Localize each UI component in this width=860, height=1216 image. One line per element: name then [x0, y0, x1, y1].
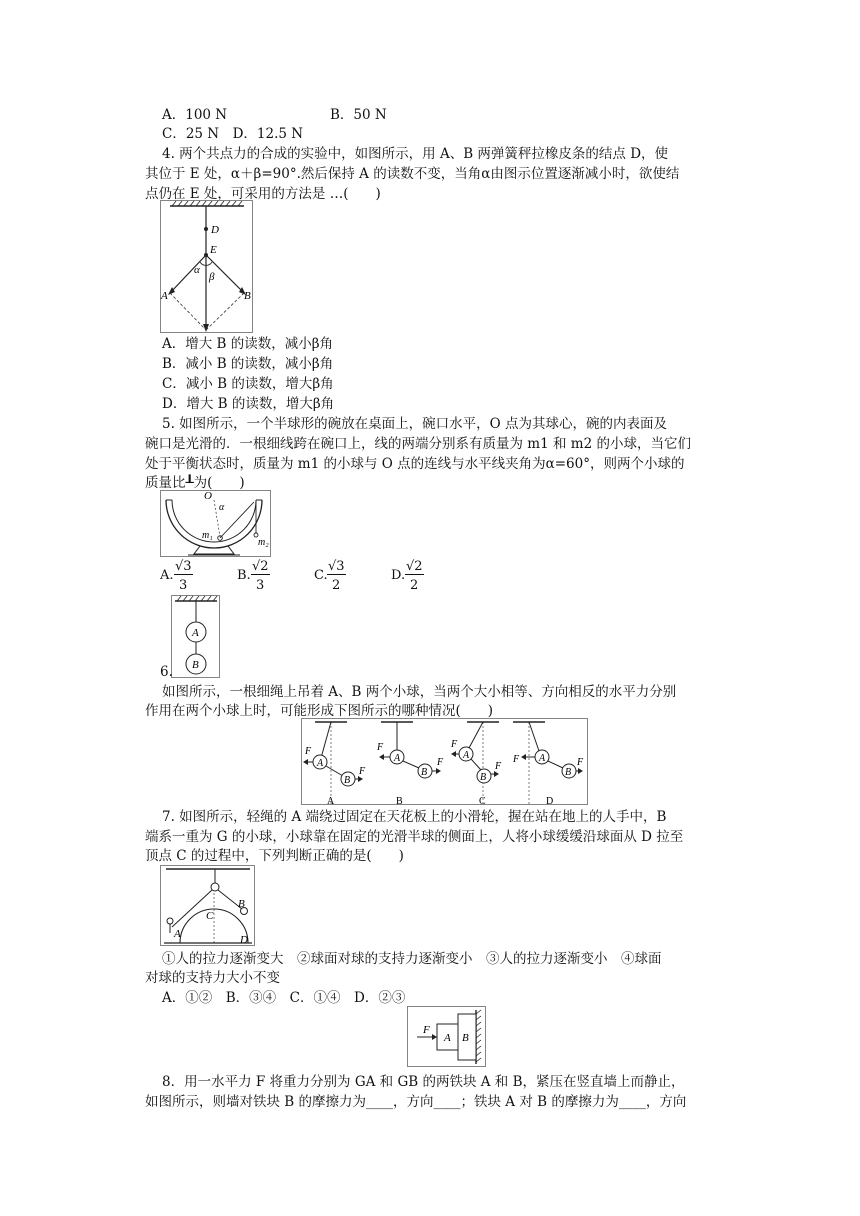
q5-stem-line3: 处于平衡状态时，质量为 m1 的小球与 O 点的连线与水平线夹角为α=60°，则两个小球的: [145, 456, 685, 472]
q5-option-d-letter: D.: [391, 568, 406, 583]
q4-figure: [160, 200, 254, 334]
q6-panel-c: [450, 722, 502, 804]
q5-option-a-num: √3: [175, 559, 192, 574]
q6-stem-line2: 作用在两个小球上时，可能形成下图所示的哪种情况( ): [145, 703, 494, 719]
q5-option-c-num: √3: [328, 559, 345, 574]
q5-option-d-den: 2: [410, 578, 419, 593]
q5-label-m1: m₁: [202, 530, 213, 541]
q6-a-label-f2: F: [359, 766, 366, 777]
q7-label-d: D: [240, 934, 248, 946]
q4-label-b: B: [244, 290, 251, 302]
q5-stem-line1: 5. 如图所示，一个半球形的碗放在桌面上，碗口水平，O 点为其球心，碗的内表面及: [162, 416, 668, 432]
q5-label-m2: m₂: [258, 537, 269, 548]
q6-c-label-a: A: [463, 750, 470, 761]
q6-a-label-f1: F: [305, 746, 312, 757]
q8-label-a: A: [444, 1032, 451, 1044]
q4-option-b: B．减小 B 的读数，减小β角: [162, 356, 334, 372]
q4-stem-line2: 其位于 E 处，α＋β=90°.然后保持 A 的读数不变，当角α由图示位置逐渐减小时，欲使结: [145, 166, 680, 182]
q6-b-label-f1: F: [377, 742, 384, 753]
q6-caption-d: D: [546, 796, 554, 806]
q6-caption-b: B: [396, 796, 403, 806]
q8-figure: [407, 1006, 487, 1068]
q3-option-cd: C．25 N D．12.5 N: [162, 126, 304, 142]
q7-statements-line1: ①人的拉力逐渐变大 ②球面对球的支持力逐渐变小 ③人的拉力逐渐变小 ④球面: [162, 951, 662, 967]
q5-label-alpha: α: [219, 502, 225, 513]
q7-label-c: C: [206, 910, 214, 922]
q6-c-label-f1: F: [451, 739, 458, 750]
q6-number: 6.: [160, 664, 173, 680]
q8-stem-line1: 8．用一水平力 F 将重力分别为 GA 和 GB 的两铁块 A 和 B，紧压在竖直墙上而静止，: [162, 1074, 685, 1090]
q7-statements-line2: 对球的支持力大小不变: [145, 970, 280, 986]
q5-option-c-den: 2: [332, 578, 341, 593]
q5-option-d-num: √2: [406, 559, 423, 574]
q6-panel-d: [512, 722, 584, 804]
q7-label-a: A: [174, 928, 181, 940]
q6-options-figure: [301, 718, 589, 806]
q6-caption-c: C: [479, 796, 486, 806]
q5-stem-line4: 质量比┸为( ): [145, 475, 245, 491]
q7-options: A．①② B．③④ C．①④ D．②③: [162, 990, 406, 1006]
q8-label-b: B: [462, 1032, 469, 1044]
q4-option-a: A．增大 B 的读数，减小β角: [162, 336, 334, 352]
q6-stem-line1: 如图所示，一根细绳上吊着 A、B 两个小球，当两个大小相等、方向相反的水平力分别: [162, 684, 677, 700]
q6-d-label-f1: F: [513, 754, 520, 765]
q6-panel-a: [303, 722, 366, 804]
q4-stem-line1: 4. 两个共点力的合成的实验中，如图所示，用 A、B 两弹簧秤拉橡皮条的结点 D，使: [162, 146, 669, 162]
q5-figure: [160, 490, 272, 558]
q6-label-b: B: [192, 659, 199, 671]
q7-label-b: B: [238, 898, 245, 910]
q6-panel-b: [376, 722, 444, 778]
q6-a-label-a: A: [317, 758, 324, 769]
q6-d-label-f2: F: [577, 757, 584, 768]
q5-option-b-letter: B.: [237, 568, 251, 583]
q6-figure: [171, 595, 221, 679]
q4-label-e: E: [210, 244, 217, 256]
q6-d-label-a: A: [539, 753, 546, 764]
q4-label-alpha: α: [194, 264, 200, 276]
q5-option-c-letter: C.: [314, 568, 328, 583]
q4-option-c: C．减小 B 的读数，增大β角: [162, 376, 334, 392]
q6-label-a: A: [192, 627, 199, 639]
q6-d-label-b: B: [565, 767, 572, 778]
q6-b-label-a: A: [394, 753, 401, 764]
q4-option-d: D．增大 B 的读数，增大β角: [162, 396, 335, 412]
q8-label-f: F: [423, 1024, 430, 1036]
q4-label-d: D: [211, 224, 219, 236]
q7-stem-line1: 7. 如图所示，轻绳的 A 端绕过固定在天花板上的小滑轮，握在站在地上的人手中，B: [162, 809, 667, 825]
q6-b-label-b: B: [421, 767, 428, 778]
q6-c-label-b: B: [480, 772, 487, 783]
q7-stem-line2: 端系一重为 G 的小球，小球靠在固定的光滑半球的侧面上，人将小球缓缓沿球面从 D 拉至: [145, 829, 684, 845]
q7-figure: [160, 865, 256, 947]
q6-b-label-f2: F: [437, 757, 444, 768]
q6-a-label-b: B: [344, 775, 351, 786]
q7-stem-line3: 顶点 C 的过程中，下列判断正确的是( ): [145, 848, 404, 864]
q5-option-b-num: √2: [252, 559, 269, 574]
q5-option-a-letter: A.: [160, 568, 174, 583]
q3-option-b: B．50 N: [330, 107, 387, 123]
q4-label-beta: β: [209, 271, 215, 283]
q5-option-b-den: 3: [256, 578, 265, 593]
q5-option-a-den: 3: [179, 578, 188, 593]
q3-option-a: A．100 N: [162, 107, 228, 123]
q6-caption-a: A: [327, 796, 335, 806]
q4-label-a: A: [161, 290, 168, 302]
q5-label-o: O: [204, 490, 212, 502]
q4-stem-line3: 点仍在 E 处，可采用的方法是 …( ): [145, 186, 381, 202]
q8-stem-line2: 如图所示，则墙对铁块 B 的摩擦力为____，方向____；铁块 A 对 B 的摩擦力为____，方向: [145, 1094, 687, 1110]
q5-stem-line2: 碗口是光滑的．一根细线跨在碗口上，线的两端分别系有质量为 m1 和 m2 的小球，当它们: [145, 436, 691, 452]
q6-c-label-f2: F: [495, 761, 502, 772]
